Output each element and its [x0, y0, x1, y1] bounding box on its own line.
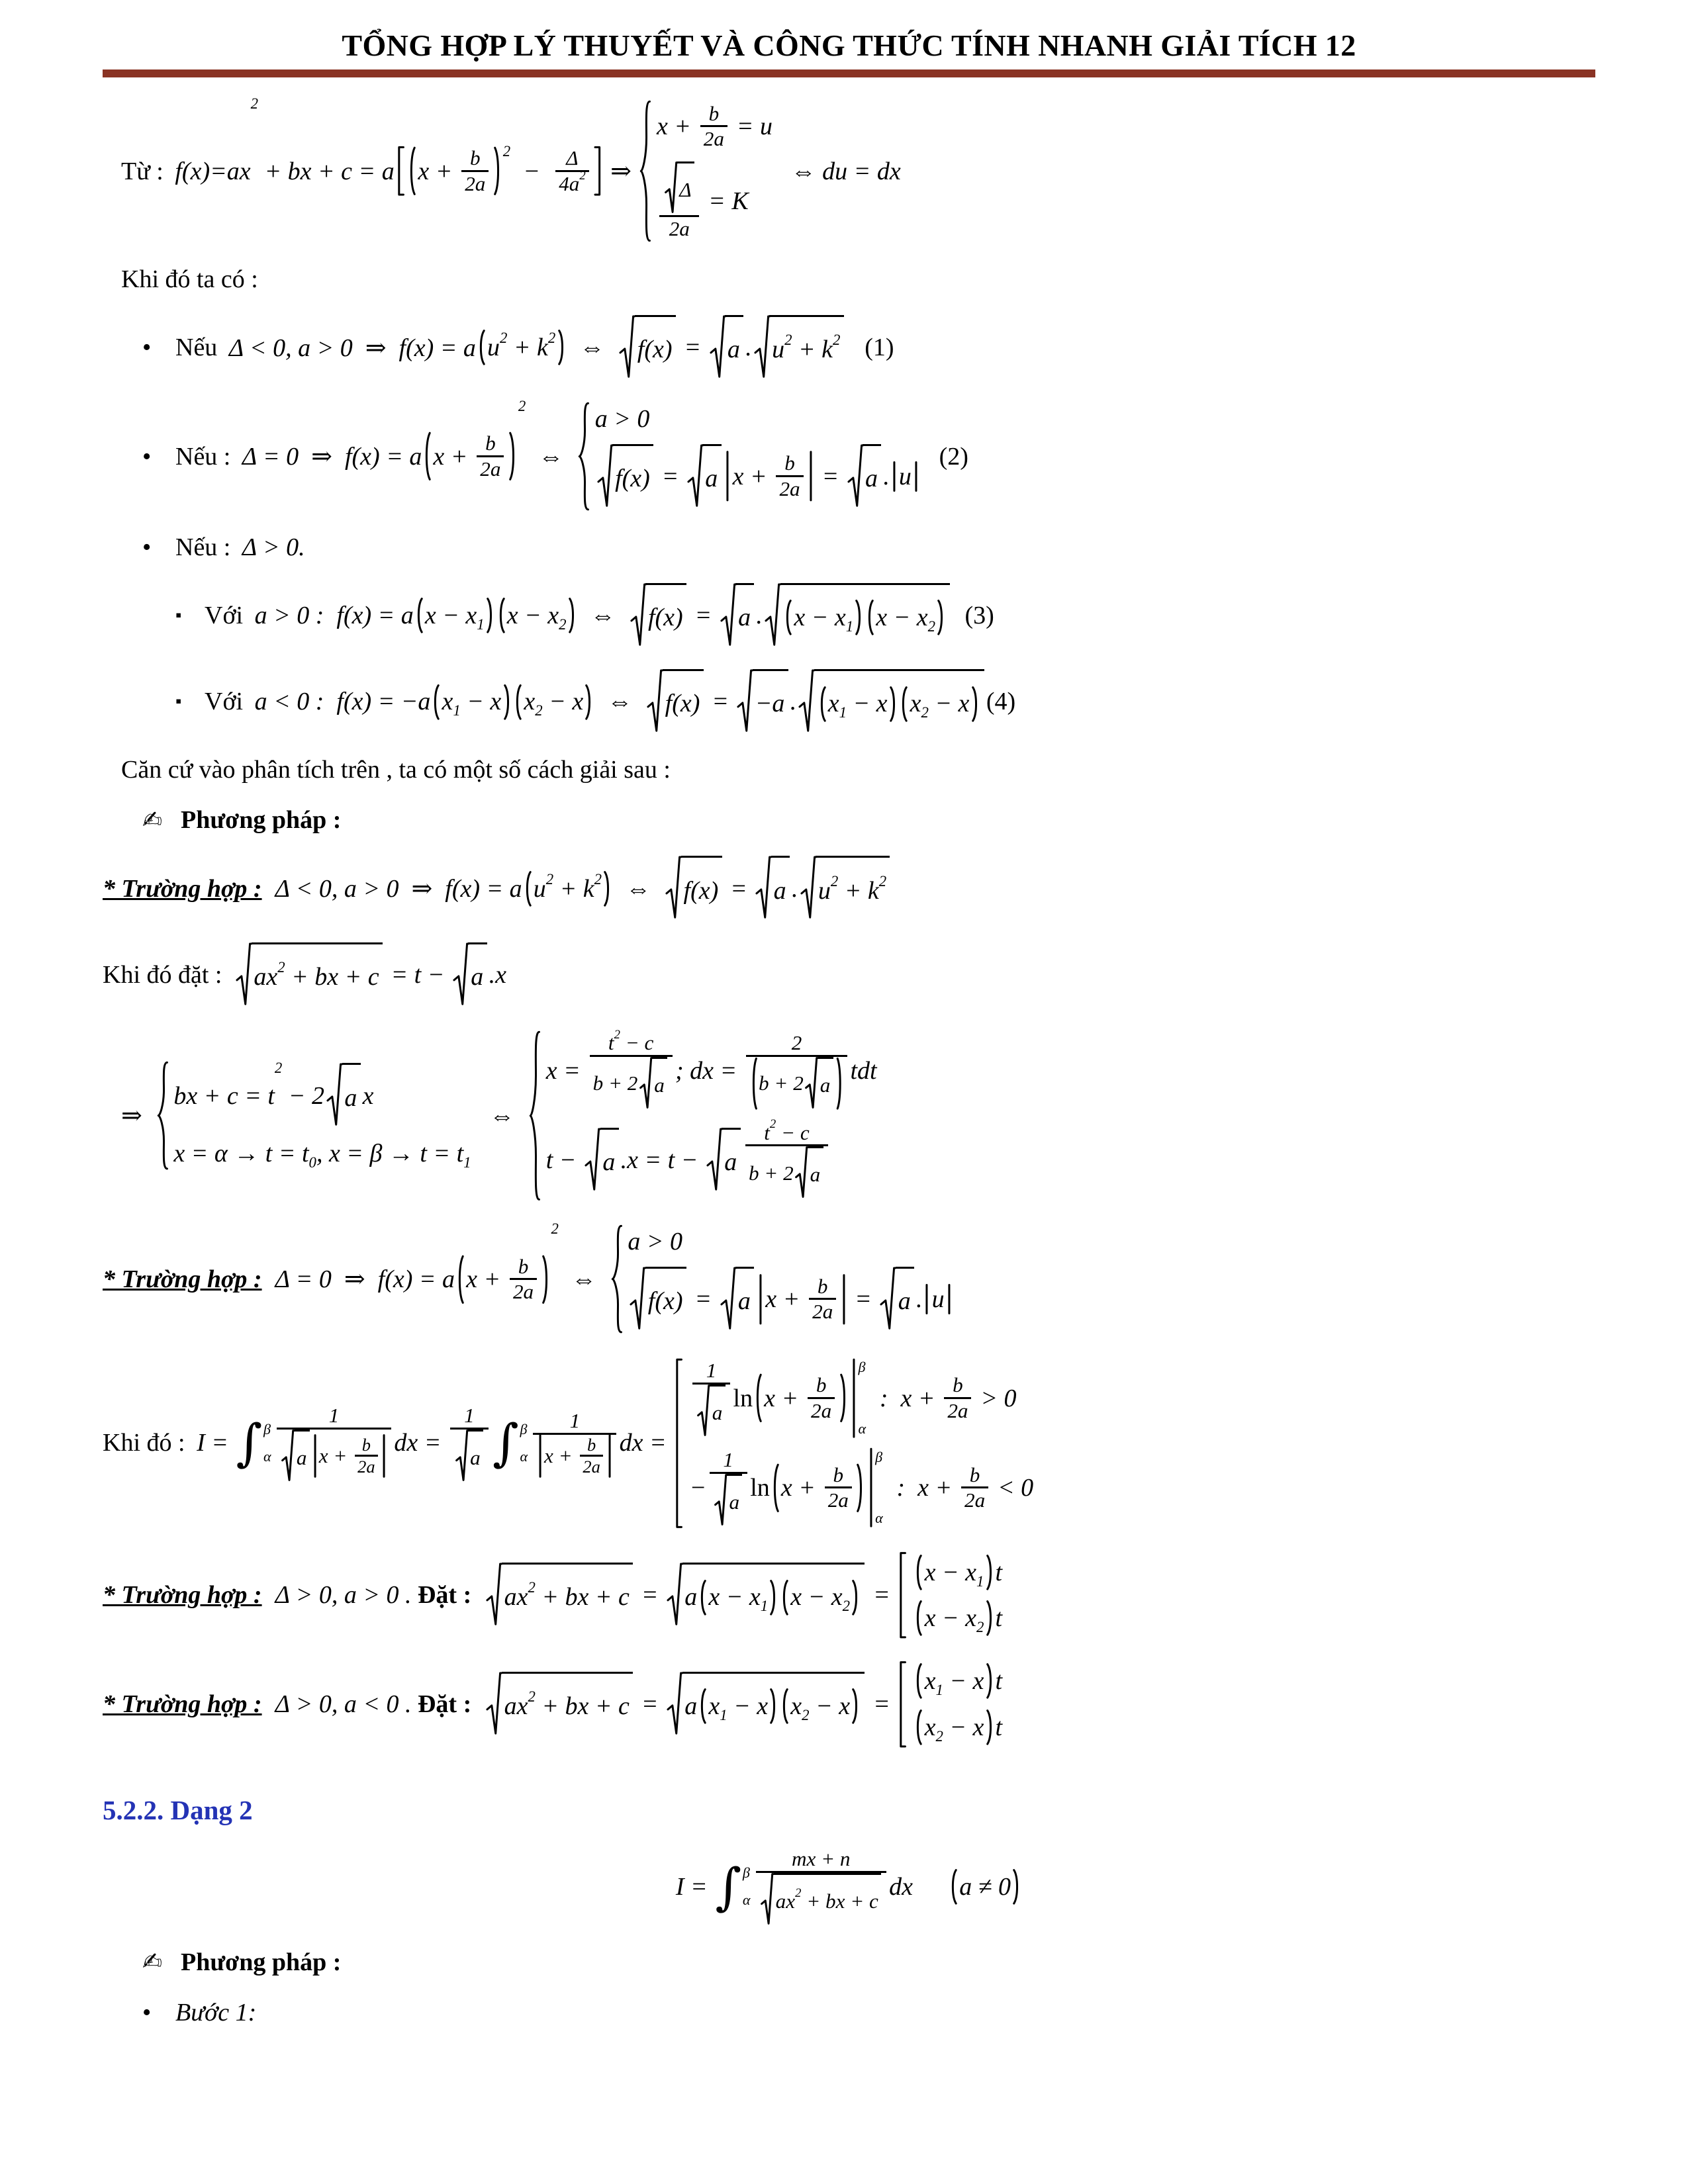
case-line-4: [103, 1661, 1595, 1749]
label-voi-2: Với: [205, 688, 250, 716]
display-substitution: [121, 1028, 1595, 1203]
subbullet-line-voi-1: [175, 583, 1595, 648]
label-tu: Từ :: [121, 157, 170, 185]
page-title: TỔNG HỢP LÝ THUYẾT VÀ CÔNG THỨC TÍNH NHANH GIẢI TÍCH 12: [342, 28, 1356, 62]
method-heading-1: [142, 805, 1595, 835]
bullet-icon: •: [142, 442, 152, 471]
label-voi-1: Với: [205, 602, 250, 630]
section-heading-text: 5.2.2. Dạng 2: [103, 1795, 253, 1826]
math-neu-2: Δ = 0 ⇒ f(x) = a x + b 2a 2 ⇔ a > 0 f(x) = a x + b 2a = a . u (2): [242, 401, 968, 512]
header-rule: [103, 69, 1595, 77]
case-line-1: [103, 856, 1595, 921]
math-tu: f(x)=ax 2 + bx + c = a x + b 2a 2 − Δ 4a 2 ⇒ x + b 2a = u Δ 2a = K ⇔ du = dx: [175, 95, 901, 240]
display-dang-2-formula: [103, 1847, 1595, 1926]
bullet-line-neu-3: [142, 533, 1595, 562]
math-integral-result: I = ∫ β α 1 a x + b 2a dx = 1 a ∫ β α 1 x + b 2a dx = 1 a ln x + b 2a β α : x + b 2a > 0 − 1 a ln x + b 2a β α : x + b 2a < 0: [197, 1359, 1034, 1527]
label-truong-hop-1: * Trường hợp :: [103, 874, 262, 903]
text-khi-do-ta-co: [121, 265, 1595, 294]
math-dang-2: I = ∫ β α mx + n ax 2 + bx + c dx a ≠ 0: [676, 1847, 1022, 1926]
case-line-3: [103, 1551, 1595, 1639]
label-phuong-phap-1: Phương pháp :: [181, 806, 342, 835]
section-heading-dang-2: [103, 1794, 1595, 1826]
label-neu-2: Nếu :: [175, 442, 237, 471]
math-voi-1: a > 0 : f(x) = a x − x 1 x − x 2 ⇔ f(x) = a . x − x 1 x − x 2 (3): [255, 583, 994, 648]
bullet-line-neu-2: [142, 398, 1595, 512]
square-bullet-icon: ▪: [175, 692, 182, 711]
line-khi-do-dat: [103, 942, 1595, 1007]
math-dat-1: ax 2 + bx + c = t − a .x: [234, 942, 506, 1007]
line-khi-do-integral: [103, 1356, 1595, 1531]
label-truong-hop-4: * Trường hợp :: [103, 1690, 262, 1718]
pen-icon: ✍: [142, 806, 163, 834]
label-khi-do-ta-co: Khi đó ta có :: [121, 265, 258, 293]
square-bullet-icon: ▪: [175, 606, 182, 625]
bullet-icon: •: [142, 1998, 152, 2026]
math-neu-1: Δ < 0, a > 0 ⇒ f(x) = a u 2 + k 2 ⇔ f(x) = a . u 2 + k 2 (1): [229, 315, 894, 380]
subbullet-line-voi-2: [175, 669, 1595, 734]
label-truong-hop-3: * Trường hợp :: [103, 1581, 262, 1610]
label-phuong-phap-2: Phương pháp :: [181, 1948, 342, 1976]
bullet-line-neu-1: [142, 315, 1595, 380]
math-substitution-system: ⇒ bx + c = t 2 − 2 a x x = α → t = t 0 , x = β → t = t 1 ⇔ x = t 2 − c b + 2 a ; dx = 2 b + 2 a tdt t − a .x = t − a t 2 − c b + 2 a: [121, 1028, 882, 1203]
label-khi-do-dat: Khi đó đặt :: [103, 960, 228, 989]
pen-icon: ✍: [142, 1948, 163, 1976]
case-line-2: [103, 1220, 1595, 1334]
label-neu-3: Nếu :: [175, 533, 237, 562]
math-case-3: Δ > 0, a > 0 . Đặt : ax 2 + bx + c = a x − x 1 x − x 2 = x − x 1 t x − x 2 t: [275, 1551, 1009, 1639]
method-heading-2: [142, 1948, 1595, 1977]
label-khi-do: Khi đó :: [103, 1429, 192, 1457]
bullet-icon: •: [142, 334, 152, 362]
text-can-cu: [121, 755, 1595, 784]
label-truong-hop-2: * Trường hợp :: [103, 1265, 262, 1293]
math-case-2: Δ = 0 ⇒ f(x) = a x + b 2a 2 ⇔ a > 0 f(x) = a x + b 2a = a . u: [275, 1224, 960, 1334]
label-can-cu: Căn cứ vào phân tích trên , ta có một số cách giải sau :: [121, 756, 671, 784]
label-buoc-1: Bước 1:: [175, 1998, 257, 2026]
math-neu-3: Δ > 0.: [242, 533, 305, 562]
label-neu-1: Nếu: [175, 334, 224, 362]
math-voi-2: a < 0 : f(x) = −a x 1 − x x 2 − x ⇔ f(x) = −a . x 1 − x x 2 − x (4): [255, 669, 1016, 734]
math-case-1: Δ < 0, a > 0 ⇒ f(x) = a u 2 + k 2 ⇔ f(x) = a . u 2 + k 2: [275, 856, 892, 921]
bullet-line-buoc-1: [142, 1998, 1595, 2027]
math-case-4: Δ > 0, a < 0 . Đặt : ax 2 + bx + c = a x 1 − x x 2 − x = x 1 − x t x 2 − x t: [275, 1661, 1009, 1749]
bullet-icon: •: [142, 533, 152, 562]
formula-line-tu: [121, 95, 1595, 244]
